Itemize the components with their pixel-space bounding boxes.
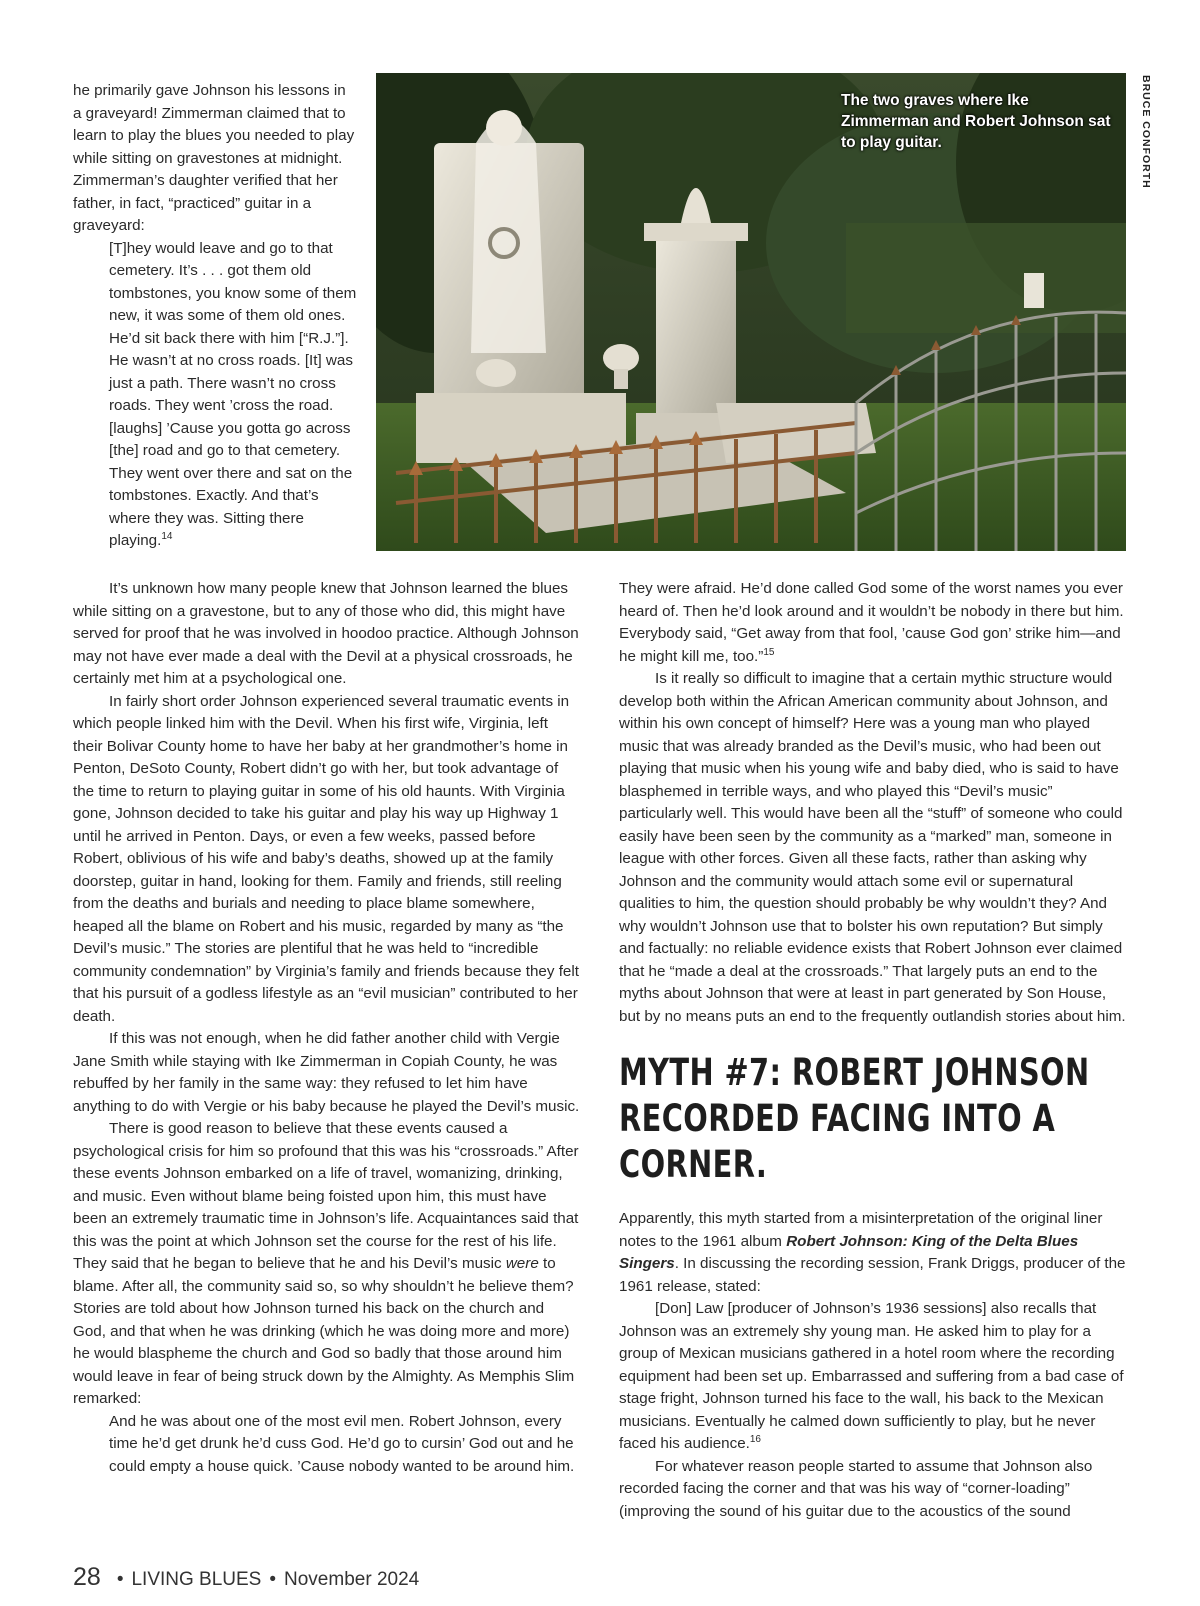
album-title: Robert Johnson: King of the Delta Blues Singers [619, 1232, 1079, 1272]
emphasis-text: were [505, 1255, 539, 1272]
left-column [73, 578, 581, 1478]
paragraph-text: There is good reason to believe that these events caused a psychological crisis for him so profound that this was his “crossroads.” After these events Johnson embarked on a life of travel, womanizing, drinking, and music. Even without blame being foisted upon him, this must have been an extremely traumatic time in Johnson’s life. Acquaintances said that this was the point at which Johnson set the course for the rest of his life. They said that he began to believe that he and his Devil’s music [73, 1120, 579, 1272]
intro-paragraph: he primarily gave Johnson his lessons in a graveyard! Zimmerman claimed that to learn to play the blues you needed to play while sitting on gravestones at midnight. Zimmerman’s daughter verified that her father, in fact, “practiced” guitar in a graveyard: [73, 82, 355, 234]
paragraph-text: They were afraid. He’d done called God some of the worst names you ever heard of. Then he’d look around and it wouldn’t be nobody in there but him. Everybody said, “Get away from that fool, ’cause God gon’ strike him—and he might kill me, too.” [619, 580, 1124, 665]
quote-text: [T]hey would leave and go to that cemetery. It’s . . . got them old tombstones, you know some of them new, it was some of them old ones. He’d sit back there with him [“R.J.”]. He wasn’t at no cross roads. [It] was just a path. There wasn’t no cross roads. They went ’cross the road. [laughs] ’Cause you gotta go across [the] road and go to that cemetery. They went over there and sat on the tombstones. Exactly. And that’s where they was. Sitting there playing. [109, 239, 357, 549]
paragraph-text: Apparently, this myth started from a misinterpretation of the original liner notes to the 1961 album [619, 1210, 1103, 1250]
section-heading: MYTH #7: ROBERT JOHNSON RECORDED FACING INTO A CORNER. [619, 1051, 1090, 1186]
page-number: 28 [73, 1563, 101, 1591]
right-column [619, 578, 1127, 1523]
photo-credit: BRUCE CONFORTH [1140, 75, 1152, 189]
memphis-slim-quote: And he was about one of the most evil men. Robert Johnson, every time he’d get drunk he’d cuss God. He’d go to cursin’ God out and he could empty a house quick. ’Cause nobody wanted to be around him. [109, 1412, 575, 1475]
driggs-quote [619, 1298, 1127, 1456]
body-paragraph: For whatever reason people started to assume that Johnson also recorded facing the corner and that was his way of “corner-loading” (improving the sound of his guitar due to the acoustics of the sound [619, 1457, 1093, 1520]
paragraph-text: . In discussing the recording session, Frank Driggs, producer of the 1961 release, stated: [619, 1255, 1126, 1295]
zimmerman-daughter-quote [73, 238, 358, 553]
issue-date: November 2024 [284, 1569, 420, 1590]
separator-dot: • [116, 1569, 124, 1590]
photo-caption: The two graves where Ike Zimmerman and Robert Johnson sat to play guitar. [841, 92, 1111, 151]
intro-column [73, 80, 358, 553]
quote-continuation [619, 578, 1127, 668]
page-footer [73, 1563, 419, 1592]
body-paragraph [73, 1118, 581, 1411]
separator-dot: • [269, 1569, 277, 1590]
footnote-marker: 14 [161, 530, 173, 542]
body-paragraph: Is it really so difficult to imagine that a certain mythic structure would develop both within the African American community about Johnson, and within his own concept of himself? Here was a young man who played music that was already branded as the Devil’s music, who had been out playing that music when his young wife and baby died, who is said to have blasphemed in terrible ways, and who played this “Devil’s music” particularly well. This would have been all the “stuff” of someone who could easily have been seen by the community as a “marked” man, someone in league with other forces. Given all these facts, rather than asking why Johnson and the community would attach some evil or supernatural qualities to him, the question should probably be why wouldn’t they? And why wouldn’t Johnson use that to bolster his own reputation? But simply and factually: no reliable evidence exists that Robert Johnson ever claimed that he “made a deal at the crossroads.” That largely puts an end to the myths about Johnson that were at least in part generated by Son House, but by no means puts an end to the frequently outlandish stories about him. [619, 670, 1126, 1025]
paragraph-text: to blame. After all, the community said so, so why shouldn’t he believe them? Stories are told about how Johnson turned his back on the church and God, and that when he was drinking (which he was doing more and more) he would blaspheme the church and God so badly that those around him would leave in fear of being struck down by the Almighty. As Memphis Slim remarked: [73, 1255, 575, 1407]
magazine-name: LIVING BLUES [131, 1569, 262, 1590]
body-paragraph [619, 1208, 1127, 1298]
paragraph-text: [Don] Law [producer of Johnson’s 1936 sessions] also recalls that Johnson was an extremely shy young man. He asked him to play for a group of Mexican musicians gathered in a hotel room where the recording equipment had been set up. Embarrassed and suffering from a bad case of stage fright, Johnson turned his face to the wall, his back to the Mexican musicians. Eventually he calmed down sufficiently to play, but he never faced his audience. [619, 1300, 1124, 1452]
footnote-marker: 15 [763, 646, 775, 658]
body-paragraph: In fairly short order Johnson experienced several traumatic events in which people linked him with the Devil. When his first wife, Virginia, left their Bolivar County home to have her baby at her grandmother’s home in Penton, DeSoto County, Robert didn’t go with her, but took advantage of the time to return to playing guitar in some of his old haunts. With Virginia gone, Johnson decided to take his guitar and play his way up Highway 1 until he arrived in Penton. Days, or even a few weeks, passed before Robert, oblivious of his wife and baby’s deaths, showed up at the family doorstep, guitar in hand, looking for them. Family and friends, still reeling from the deaths and burials and needing to place blame somewhere, heaped all the blame on Robert and his music, regarded by many as “the Devil’s music.” The stories are plentiful that he was held to “incredible community condemnation” by Virginia’s family and friends because they felt that his pursuit of a godless lifestyle as an “evil musician” contributed to her death. [73, 692, 579, 1025]
body-paragraph: If this was not enough, when he did father another child with Vergie Jane Smith while staying with Ike Zimmerman in Copiah County, he was rebuffed by her family in the same way: they refused to let him have anything to do with Vergie or his baby because he played the Devil’s music. [73, 1030, 580, 1115]
footnote-marker: 16 [749, 1433, 761, 1445]
body-paragraph: It’s unknown how many people knew that Johnson learned the blues while sitting on a gravestone, but to any of those who did, this might have served for proof that he was involved in hoodoo practice. Although Johnson may not have ever made a deal with the Devil at a physical crossroads, he certainly met him at a psychological one. [73, 580, 579, 687]
